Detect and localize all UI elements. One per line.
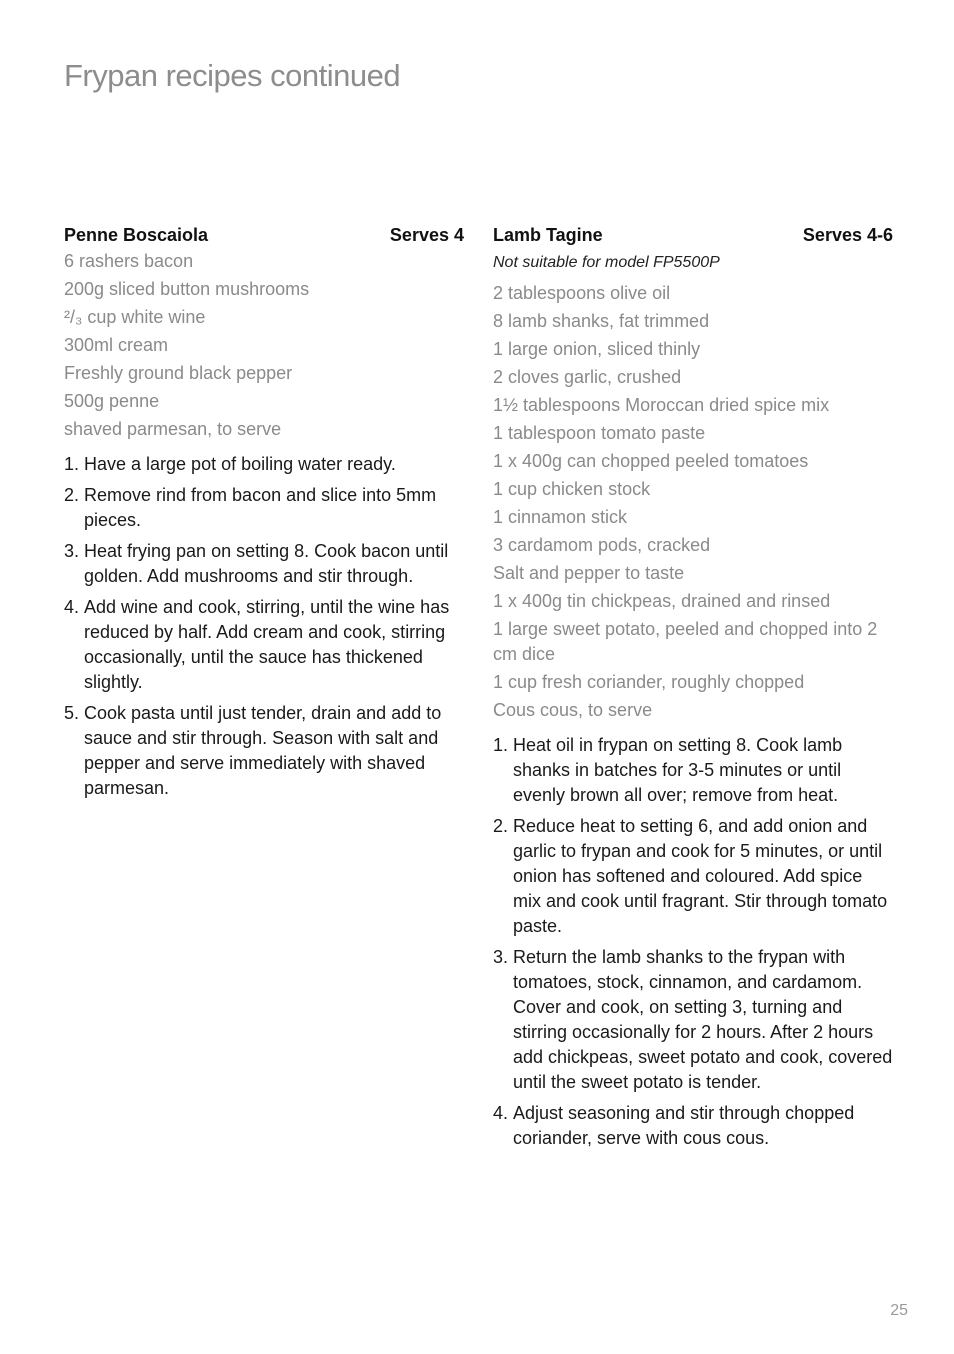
ingredient-item: 2 cloves garlic, crushed (493, 367, 682, 387)
ingredient-item: Freshly ground black pepper (64, 363, 293, 383)
step-text: Cook pasta until just tender, drain and add to sauce and stir through. Season with salt and pepper and serve immediately with shaved parmesan. (84, 703, 442, 798)
method-step (493, 1101, 893, 1151)
ingredient-item: Salt and pepper to taste (493, 563, 685, 583)
step-text: Heat oil in frypan on setting 8. Cook lamb shanks in batches for 3-5 minutes or until evenly brown all over; remove from heat. (513, 735, 843, 805)
recipe-penne-boscaiola (64, 221, 464, 807)
ingredient-item: 1 x 400g tin chickpeas, drained and rinsed (493, 591, 831, 611)
recipe-name: Lamb Tagine (493, 225, 603, 245)
step-number: 5. (64, 703, 80, 723)
step-number: 1. (64, 454, 80, 474)
ingredient-item: 1 cup fresh coriander, roughly chopped (493, 672, 805, 692)
recipe-header (64, 221, 464, 249)
step-number: 2. (493, 816, 509, 836)
step-number: 2. (64, 485, 80, 505)
recipe-name: Penne Boscaiola (64, 225, 209, 245)
ingredient-item: 1 tablespoon tomato paste (493, 423, 706, 443)
step-text: Remove rind from bacon and slice into 5mm pieces. (84, 485, 437, 530)
ingredient-item: 1 cup chicken stock (493, 479, 651, 499)
ingredient-item: 500g penne (64, 391, 160, 411)
page-title: Frypan recipes continued (64, 58, 401, 93)
recipe-header (493, 221, 893, 249)
method-steps (493, 733, 893, 1151)
step-text: Have a large pot of boiling water ready. (84, 454, 396, 474)
recipe-lamb-tagine (493, 221, 893, 1157)
ingredient-item: shaved parmesan, to serve (64, 419, 282, 439)
method-step (64, 701, 464, 801)
recipe-serves: Serves 4-6 (802, 225, 893, 245)
method-step (64, 483, 464, 533)
ingredient-item: 200g sliced button mushrooms (64, 279, 310, 299)
ingredient-item: 1½ tablespoons Moroccan dried spice mix (493, 395, 830, 415)
step-number: 3. (493, 947, 509, 967)
step-text: Return the lamb shanks to the frypan with tomatoes, stock, cinnamon, and cardamom. Cover and cook, on setting 3, turning and stirring occasionally for 2 hours. After 2 hours add chickpeas, sweet potato and cook, covered until the sweet potato is tender. (513, 947, 893, 1092)
ingredient-list (493, 281, 893, 723)
ingredient-item: 2 tablespoons olive oil (493, 283, 671, 303)
step-number: 1. (493, 735, 509, 755)
ingredient-item: 1 large sweet potato, peeled and chopped into 2 cm dice (493, 619, 878, 664)
step-text: Adjust seasoning and stir through chopped coriander, serve with cous cous. (513, 1103, 855, 1148)
ingredient-list (64, 249, 464, 442)
method-step (493, 814, 893, 939)
ingredient-item: 8 lamb shanks, fat trimmed (493, 311, 710, 331)
recipe-serves: Serves 4 (389, 225, 464, 245)
recipe-note: Not suitable for model FP5500P (493, 254, 720, 271)
method-step (493, 945, 893, 1095)
ingredient-item: 6 rashers bacon (64, 251, 194, 271)
ingredient-item: ²/₃ cup white wine (64, 307, 206, 327)
method-step (64, 452, 464, 477)
step-number: 4. (64, 597, 80, 617)
ingredient-item: Cous cous, to serve (493, 700, 653, 720)
step-number: 4. (493, 1103, 509, 1123)
step-text: Reduce heat to setting 6, and add onion and garlic to frypan and cook for 5 minutes, or until onion has softened and coloured. Add spice mix and cook until fragrant. Stir through tomato paste. (513, 816, 888, 936)
step-text: Add wine and cook, stirring, until the wine has reduced by half. Add cream and cook, stirring occasionally, until the sauce has thickened slightly. (84, 597, 450, 692)
method-steps (64, 452, 464, 801)
page-number: 25 (890, 1302, 908, 1319)
ingredient-item: 300ml cream (64, 335, 169, 355)
method-step (64, 595, 464, 695)
ingredient-item: 1 large onion, sliced thinly (493, 339, 701, 359)
step-text: Heat frying pan on setting 8. Cook bacon until golden. Add mushrooms and stir through. (84, 541, 449, 586)
method-step (64, 539, 464, 589)
ingredient-item: 1 cinnamon stick (493, 507, 628, 527)
step-number: 3. (64, 541, 80, 561)
ingredient-item: 1 x 400g can chopped peeled tomatoes (493, 451, 809, 471)
ingredient-item: 3 cardamom pods, cracked (493, 535, 711, 555)
method-step (493, 733, 893, 808)
